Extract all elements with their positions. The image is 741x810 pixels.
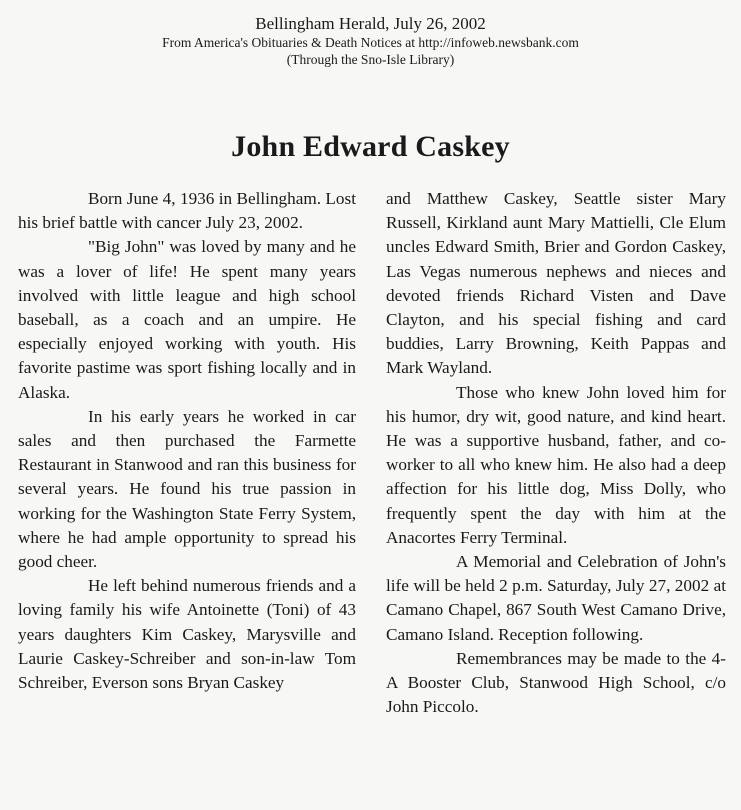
obituary-title: John Edward Caskey — [231, 130, 510, 163]
right-column — [386, 187, 726, 719]
paragraph-memorial: A Memorial and Celebration of John's life will be held 2 p.m. Saturday, July 27, 2002 at Camano Chapel, 867 South West Camano Drive, Camano Island. Reception following. — [386, 552, 726, 644]
source-header — [0, 14, 741, 68]
paragraph-character: Those who knew John loved him for his humor, dry wit, good nature, and kind heart. He was a supportive husband, father, and co-worker to all who knew him. He also had a deep affection for his little dog, Miss Dolly, who frequently spent the day with him at the Anacortes Ferry Terminal. — [386, 382, 726, 547]
paragraph-remembrances: Remembrances may be made to the 4-A Booster Club, Stanwood High School, c/o John Piccolo. — [386, 648, 726, 717]
source-line-library: (Through the Sno-Isle Library) — [286, 52, 455, 67]
paragraph-early-years: In his early years he worked in car sales and then purchased the Farmette Restaurant in Stanwood and ran this business for several years. He found his true passion in working for the Washington State Ferry System, where he had ample opportunity to spread his good cheer. — [18, 406, 356, 572]
paragraph-birth: Born June 4, 1936 in Bellingham. Lost his brief battle with cancer July 23, 2002. — [18, 189, 356, 233]
paragraph-family-start: He left behind numerous friends and a loving family his wife Antoinette (Toni) of 43 years daughters Kim Caskey, Marysville and Laurie Caskey-Schreiber and son-in-law Tom Schreiber, Everson sons Bryan Caskey — [18, 576, 356, 693]
paragraph-big-john: "Big John" was loved by many and he was a lover of life! He spent many years involved with little league and high school baseball, as a coach and an umpire. He especially enjoyed working with youth. His favorite pastime was sport fishing locally and in Alaska. — [18, 237, 356, 402]
left-column — [18, 187, 356, 695]
source-line-newspaper: Bellingham Herald, July 26, 2002 — [255, 14, 486, 33]
paragraph-family-continued: and Matthew Caskey, Seattle sister Mary Russell, Kirkland aunt Mary Mattielli, Cle Elum uncles Edward Smith, Brier and Gordon Caskey, Las Vegas numerous nephews and nieces and devoted friends Richard Visten and Dave Clayton, and his special fishing and card buddies, Larry Browning, Keith Pappas and Mark Wayland. — [386, 189, 726, 378]
source-line-database: From America's Obituaries & Death Notices at http://infoweb.newsbank.com — [162, 35, 579, 50]
